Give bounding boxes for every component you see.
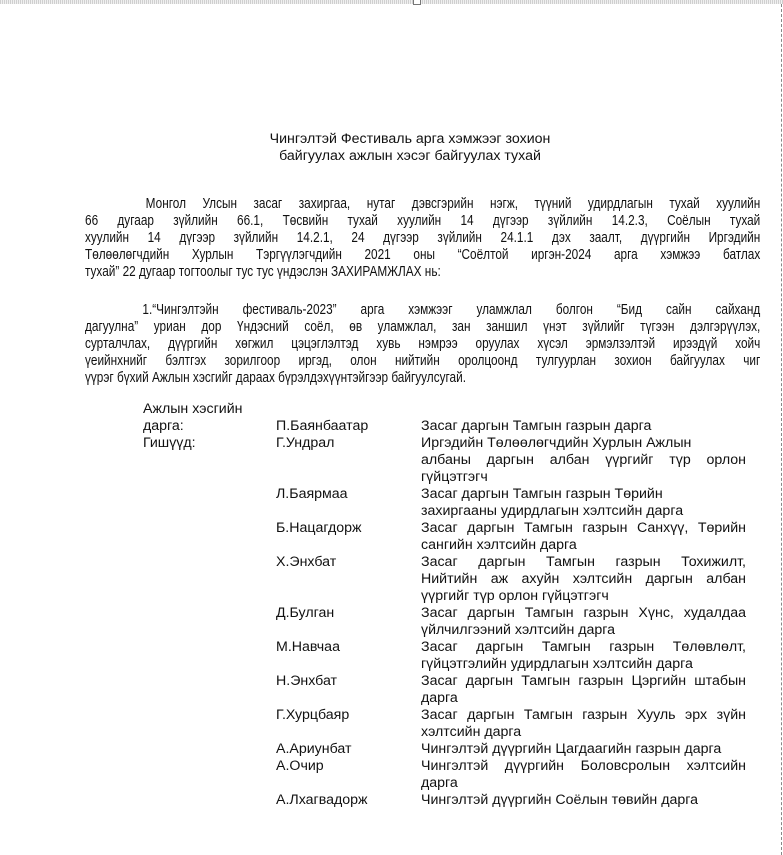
member-row xyxy=(143,520,763,554)
role-line: захиргааны удирдлагын хэлтсийн дарга xyxy=(421,503,684,519)
clause-1-paragraph xyxy=(85,302,760,387)
member-role xyxy=(421,758,746,792)
member-name: Г.Ундрал xyxy=(276,435,335,451)
preamble-line: Төлөөлөгчдийн Хурлын Тэргүүлэгчдийн 2021 оны “Соёлтой иргэн-2024 арга хэмжээ батлах xyxy=(85,247,761,263)
member-role xyxy=(421,605,746,639)
member-row xyxy=(143,605,763,639)
preamble-paragraph xyxy=(85,196,760,281)
preamble-line: Монгол Улсын засаг захиргаа, нутаг дэвсгэрийн нэгж, түүний удирдлагын тухай хуулийн xyxy=(145,196,761,212)
preamble-line: хуулийн 14 дүгээр зүйлийн 14.2.1, 24 дүгээр зүйлийн 24.1.1 дэх заалт, дүүргийн Иргэдийн xyxy=(85,230,761,246)
role-line: сангийн хэлтсийн дарга xyxy=(421,537,577,553)
clause-line: дагуулна” уриан дор Үндэсний соёл, өв уламжлал, зан заншил үнэт зүйлийг түгээн дэлгэрүүлэх, xyxy=(85,319,761,335)
role-line: Чингэлтэй дүүргийн Цагдаагийн газрын дарга xyxy=(421,741,722,757)
members-label: Гишүүд: xyxy=(143,435,196,451)
member-name: М.Навчаа xyxy=(276,639,340,655)
member-name: Л.Баярмаа xyxy=(276,486,348,502)
clause-line: сурталчлах, дүүргийн хөгжил цэцэглэлтэд хувь нэмрээ оруулах хүсэл эрмэлзэлтэй ирээдүй хойч xyxy=(85,336,761,352)
title-line: байгуулах ажлын хэсэг байгуулах тухай xyxy=(279,148,541,164)
chair-row xyxy=(143,418,763,435)
member-row xyxy=(143,673,763,707)
member-role xyxy=(421,741,746,758)
member-role xyxy=(421,707,746,741)
member-role xyxy=(421,418,746,435)
preamble-line: 66 дугаар зүйлийн 66.1, Төсвийн тухай хуулийн 14 дүгээр зүйлийн 14.2.3, Соёлын тухай xyxy=(85,213,761,229)
role-line: гүйцэтгэлийн удирдлагын хэлтсийн дарга xyxy=(421,656,693,672)
clause-line: үүрэг бүхий Ажлын хэсгийг дараах бүрэлдэхүүнтэйгээр байгуулсугай. xyxy=(85,370,466,386)
title-line: Чингэлтэй Фестиваль арга хэмжээг зохион xyxy=(269,131,551,147)
member-row xyxy=(143,741,763,758)
member-role xyxy=(421,435,746,486)
role-line: Засаг даргын Тамгын газрын Төрийн xyxy=(421,486,663,502)
member-row xyxy=(143,486,763,520)
role-line: Чингэлтэй дүүргийн Соёлын төвийн дарга xyxy=(421,792,699,808)
role-line: Засаг даргын Тамгын газрын дарга xyxy=(421,418,652,434)
role-line: Засаг даргын Тамгын газрын Цэргийн штабын xyxy=(421,673,746,689)
member-row xyxy=(143,707,763,741)
role-line: дарга xyxy=(421,775,458,791)
role-line: хэлтсийн дарга xyxy=(421,724,522,740)
member-row xyxy=(143,758,763,792)
member-row xyxy=(143,639,763,673)
member-name: П.Баянбаатар xyxy=(276,418,369,434)
document-title xyxy=(200,131,620,165)
member-name: А.Очир xyxy=(276,758,324,774)
role-line: Засаг даргын Тамгын газрын Төлөвлөлт, xyxy=(421,639,746,655)
member-name: Б.Нацагдорж xyxy=(276,520,362,536)
member-name: Г.Хурцбаяр xyxy=(276,707,350,723)
role-line: гүйцэтгэгч xyxy=(421,469,488,485)
role-line: Засаг даргын Тамгын газрын Тохижилт, xyxy=(421,554,746,570)
clause-line: 1.“Чингэлтэйн фестиваль-2023” арга хэмжээг уламжлал болгон “Бид сайн сайханд xyxy=(142,302,761,318)
clause-line: үеийнхнийг бэлтгэх зорилгоор иргэд, олон нийтийн оролцоонд тулгуурлан зохион байгуулах чиг xyxy=(85,353,761,369)
member-role xyxy=(421,486,746,520)
role-line: Засаг даргын Тамгын газрын Хүнс, худалдаа xyxy=(421,605,746,621)
member-role xyxy=(421,673,746,707)
member-role xyxy=(421,520,746,554)
role-line: Засаг даргын Тамгын газрын Хууль эрх зүйн xyxy=(421,707,746,723)
member-role xyxy=(421,639,746,673)
member-name: Х.Энхбат xyxy=(276,554,337,570)
member-name: Д.Булган xyxy=(276,605,335,621)
member-row xyxy=(143,435,763,486)
role-line: үүргийг түр орлон гүйцэтгэгч xyxy=(421,588,609,604)
chair-label: дарга: xyxy=(143,418,184,434)
member-role xyxy=(421,792,746,809)
role-line: үйлчилгээний хэлтсийн дарга xyxy=(421,622,616,638)
role-line: Иргэдийн Төлөөлөгчдийн Хурлын Ажлын xyxy=(421,435,692,451)
member-name: А.Лхагвадорж xyxy=(276,792,368,808)
preamble-line: тухай” 22 дугаар тогтоолыг тус тус үндэслэн ЗАХИРАМЖЛАХ нь: xyxy=(85,264,441,280)
member-row xyxy=(143,554,763,605)
working-group-table xyxy=(143,401,763,809)
role-line: Чингэлтэй дүүргийн Боловсролын хэлтсийн xyxy=(421,758,746,774)
member-row xyxy=(143,792,763,809)
member-role xyxy=(421,554,746,605)
chair-label-line1: Ажлын хэсгийн xyxy=(143,401,243,417)
role-line: Засаг даргын Тамгын газрын Санхүү, Төрийн xyxy=(421,520,746,536)
role-line: дарга xyxy=(421,690,458,706)
role-line: албаны даргын албан үүргийг түр орлон xyxy=(421,452,746,468)
member-name: Н.Энхбат xyxy=(276,673,338,689)
member-name: А.Ариунбат xyxy=(276,741,352,757)
role-line: Нийтийн аж ахуйн хэлтсийн даргын албан xyxy=(421,571,746,587)
